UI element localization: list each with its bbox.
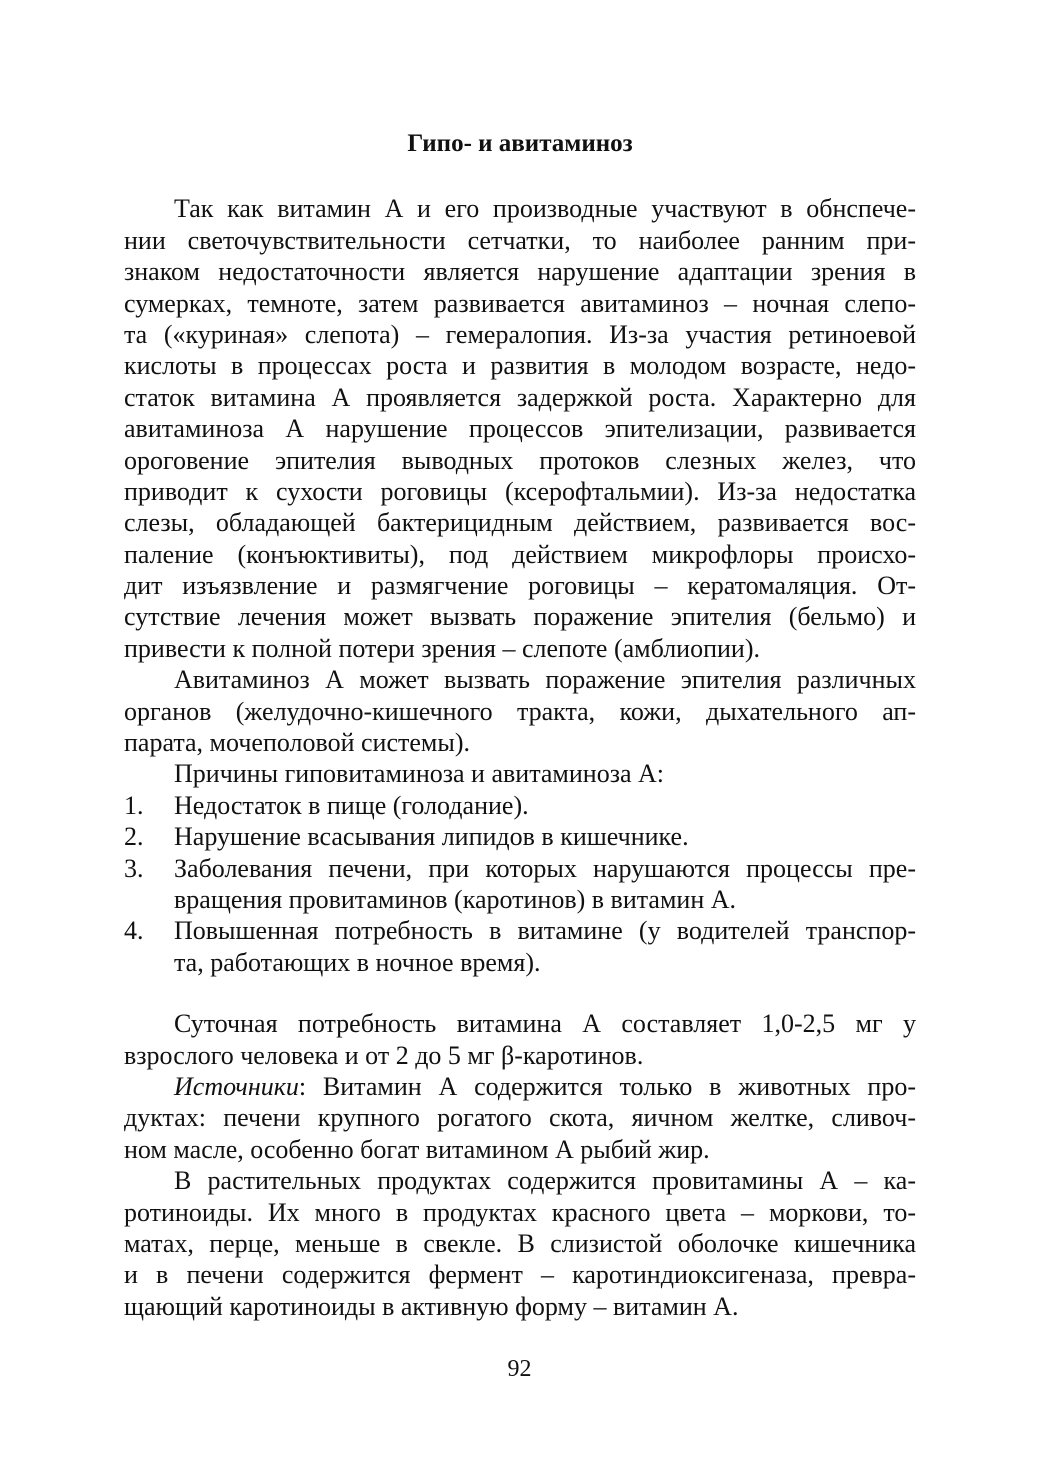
text-line: ротиноиды. Их много в продуктах красного цвета – моркови, то-: [124, 1197, 916, 1227]
text-line: органов (желудочно-кишечного тракта, кожи, дыхательного ап-: [124, 696, 916, 726]
text-line: парата, мочеполовой системы).: [124, 728, 470, 758]
list-item: [124, 915, 916, 978]
text-line: нии светочувствительности сетчатки, то наиболее ранним при-: [124, 225, 916, 255]
text-line: Нарушение всасывания липидов в кишечнике.: [174, 822, 689, 852]
text-line: сумерках, темноте, затем развивается авитаминоз – ночная слепо-: [124, 288, 916, 318]
page-body: [124, 124, 916, 1322]
text-line: Так как витамин А и его производные участвуют в обнспече-: [174, 194, 916, 224]
text-line: знаком недостаточности является нарушение адаптации зрения в: [124, 257, 916, 287]
text-line: Заболевания печени, при которых нарушаются процессы пре-: [174, 853, 916, 883]
spacer: [124, 978, 916, 1008]
list-item: [124, 790, 916, 821]
list-item: [124, 853, 916, 916]
list-number: 4.: [124, 916, 144, 946]
paragraph-sources: [124, 1071, 916, 1165]
text-line: матах, перце, меньше в свекле. В слизистой оболочке кишечника: [124, 1228, 916, 1258]
list-item: [124, 821, 916, 852]
causes-list: [124, 790, 916, 978]
paragraph-daily-need: [124, 1008, 916, 1071]
text-line: кислоты в процессах роста и развития в молодом возрасте, недо-: [124, 351, 916, 381]
text-line: дуктах: печени крупного рогатого скота, яичном желтке, сливоч-: [124, 1103, 916, 1133]
paragraph-plant-sources: [124, 1165, 916, 1322]
text-line: взрослого человека и от 2 до 5 мг β-каротинов.: [124, 1040, 644, 1070]
text-line: и в печени содержится фермент – каротиндиоксигеназа, превра-: [124, 1260, 916, 1290]
list-number: 1.: [124, 790, 144, 820]
text-line: слезы, обладающей бактерицидным действием, развивается вос-: [124, 508, 916, 538]
text-line: статок витамина А проявляется задержкой роста. Характерно для: [124, 382, 916, 412]
text-line: ороговение эпителия выводных протоков слезных желез, что: [124, 445, 916, 475]
sources-label: Источники: [174, 1071, 299, 1101]
text-line: та («куриная» слепота) – гемералопия. Из-за участия ретиноевой: [124, 319, 916, 349]
text-line: [124, 1071, 916, 1102]
text-line: приводит к сухости роговицы (ксерофтальмии). Из-за недостатка: [124, 476, 916, 506]
text-line: паление (конъюктивиты), под действием микрофлоры происхо-: [124, 539, 916, 569]
text-line: привести к полной потери зрения – слепоте (амблиопии).: [124, 633, 760, 663]
text-line: Повышенная потребность в витамине (у водителей транспор-: [174, 916, 916, 946]
paragraph-epithelium: [124, 664, 916, 758]
sources-text: : Витамин А содержится только в животных про-: [298, 1071, 916, 1101]
text-line: ном масле, особенно богат витамином А рыбий жир.: [124, 1134, 710, 1164]
text-line: дит изъязвление и размягчение роговицы – кератомаляция. От-: [124, 571, 916, 601]
text-line: та, работающих в ночное время).: [174, 947, 541, 977]
text-line: Недостаток в пище (голодание).: [174, 790, 529, 820]
page-number: 92: [507, 1356, 532, 1382]
text-line: Авитаминоз А может вызвать поражение эпителия различных: [174, 665, 916, 695]
causes-intro: Причины гиповитаминоза и авитаминоза А:: [174, 759, 665, 789]
text-line: вращения провитаминов (каротинов) в витамин А.: [174, 885, 737, 914]
text-line: В растительных продуктах содержится провитамины А – ка-: [174, 1166, 916, 1196]
list-number: 3.: [124, 853, 144, 883]
text-line: авитаминоза А нарушение процессов эпителизации, развивается: [124, 414, 916, 444]
text-line: Суточная потребность витамина А составляет 1,0-2,5 мг у: [174, 1009, 916, 1039]
text-line: сутствие лечения может вызвать поражение эпителия (бельмо) и: [124, 602, 916, 632]
section-title: Гипо- и авитаминоз: [407, 130, 633, 157]
paragraph-deficiency-symptoms: [124, 193, 916, 664]
text-line: щающий каротиноиды в активную форму – витамин А.: [124, 1291, 739, 1321]
list-number: 2.: [124, 822, 144, 852]
